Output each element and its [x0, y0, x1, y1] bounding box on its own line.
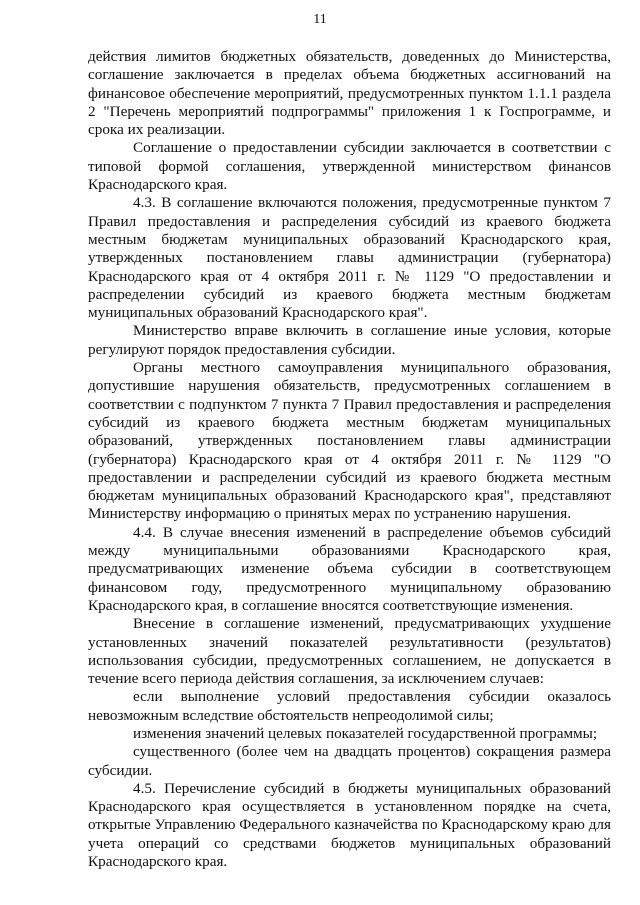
page-number: 11	[313, 12, 327, 27]
paragraph-agreement-form: Соглашение о предоставлении субсидии заключается в соответствии с типовой формой соглашения, утвержденной министерством финансов Краснодарского края.	[88, 139, 611, 194]
document-body	[88, 48, 611, 871]
paragraph-force-majeure: если выполнение условий предоставления субсидии оказалось невозможным вследствие обстоятельств непреодолимой силы;	[88, 688, 611, 724]
paragraph-4-5: 4.5. Перечисление субсидий в бюджеты муниципальных образований Краснодарского края осуществляется в установленном порядке на счета, открытые Управлению Федерального казначейства по Краснодарскому краю для учета операций со средствами бюджетов муниципальных образований Краснодарского края.	[88, 779, 611, 871]
paragraph-4-3: 4.3. В соглашение включаются положения, предусмотренные пунктом 7 Правил предоставления и распределения субсидий из краевого бюджета местным бюджетам муниципальных образований Краснодарского края, утвержденных постановлением главы администрации (губернатора) Краснодарского края от 4 октября 2011 г. № 1129 "О предоставлении и распределении субсидий из краевого бюджета местным бюджетам муниципальных образований Краснодарского края".	[88, 194, 611, 322]
paragraph-violations: Органы местного самоуправления муниципального образования, допустившие нарушения обязательств, предусмотренных соглашением в соответствии с подпунктом 7 пункта 7 Правил предоставления и распределения субсидий из краевого бюджета местным бюджетам муниципальных образований, утвержденных постановлением главы администрации (губернатора) Краснодарского края от 4 октября 2011 г. № 1129 "О предоставлении и распределении субсидий из краевого бюджета местным бюджетам муниципальных образований Краснодарского края", представляют Министерству информацию о принятых мерах по устранению нарушения.	[88, 359, 611, 523]
paragraph-4-4: 4.4. В случае внесения изменений в распределение объемов субсидий между муниципальными образованиями Краснодарского края, предусматривающих изменение объема субсидии в соответствующем финансовом году, предусмотренного муниципальному образованию Краснодарского края, в соглашение вносятся соответствующие изменения.	[88, 523, 611, 614]
paragraph-amendments: Внесение в соглашение изменений, предусматривающих ухудшение установленных значений показателей результативности (результатов) использования субсидии, предусмотренных соглашением, не допускается в течение всего периода действия соглашения, за исключением случаев:	[88, 615, 611, 688]
paragraph-other-conditions: Министерство вправе включить в соглашение иные условия, которые регулируют порядок предоставления субсидии.	[88, 322, 611, 358]
paragraph-target-indicators: изменения значений целевых показателей государственной программы;	[133, 724, 598, 742]
paragraph-subsidy-reduction: существенного (более чем на двадцать процентов) сокращения размера субсидии.	[88, 743, 611, 779]
paragraph-budget-limits: действия лимитов бюджетных обязательств, доведенных до Министерства, соглашение заключается в пределах объема бюджетных ассигнований на финансовое обеспечение мероприятий, предусмотренных пунктом 1.1.1 раздела 2 "Перечень мероприятий подпрограммы" приложения 1 к Госпрограмме, и срока их реализации.	[88, 48, 611, 139]
